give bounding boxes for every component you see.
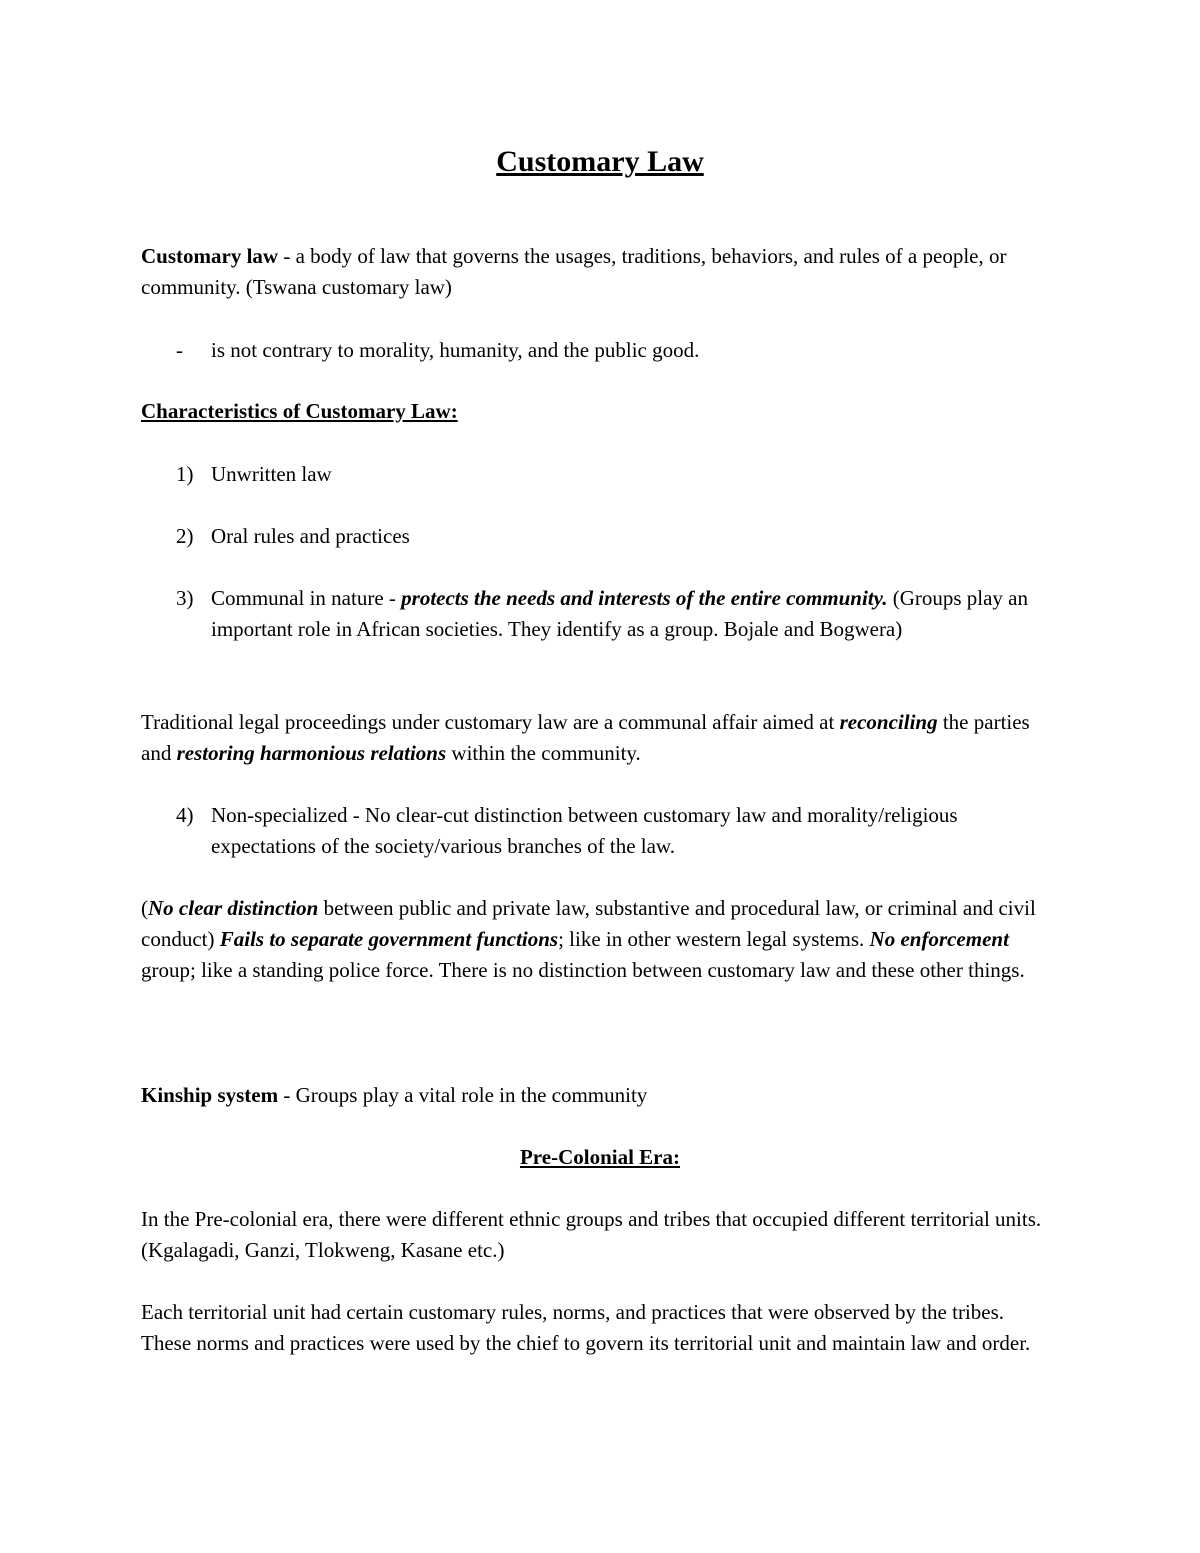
proceedings-paragraph: [141, 707, 1059, 769]
distinction-text: (: [141, 896, 148, 920]
list-item-number: 2): [176, 524, 194, 548]
precolonial-paragraph: In the Pre-colonial era, there were different ethnic groups and tribes that occupied different territorial units. (Kgalagadi, Ganzi, Tlokweng, Kasane etc.): [141, 1207, 1042, 1262]
list-item-number: 4): [176, 803, 194, 827]
list-item-text-before: Communal in nature -: [211, 586, 402, 610]
page-title: Customary Law: [496, 145, 704, 178]
distinction-emphasis: No clear distinction: [148, 896, 319, 920]
list-item-text: Oral rules and practices: [211, 524, 410, 548]
proceedings-text: Traditional legal proceedings under customary law are a communal affair aimed at: [141, 710, 840, 734]
list-item: [176, 583, 1059, 645]
proceedings-emphasis: reconciling: [839, 710, 938, 734]
list-item-text: [211, 583, 1059, 645]
list-item-text: Non-specialized - No clear-cut distinction between customary law and morality/religious expectations of the society/various branches of the law.: [211, 803, 958, 858]
precolonial-paragraph: Each territorial unit had certain customary rules, norms, and practices that were observed by the tribes. These norms and practices were used by the chief to govern its territorial unit and maintain law and order.: [141, 1300, 1031, 1355]
precolonial-heading: Pre-Colonial Era:: [519, 1145, 680, 1169]
distinction-emphasis: No enforcement: [869, 927, 1009, 951]
list-item-number: 3): [176, 586, 194, 610]
definition-text: - a body of law that governs the usages, traditions, behaviors, and rules of a people, or community. (Tswana customary law): [141, 244, 1007, 299]
kinship-term: Kinship system: [141, 1083, 279, 1107]
list-item-emphasis: protects the needs and interests of the entire community.: [401, 586, 888, 610]
distinction-text: ; like in other western legal systems.: [558, 927, 870, 951]
list-item-number: 1): [176, 462, 194, 486]
proceedings-text: within the community.: [446, 741, 641, 765]
distinction-text: between public and private law, substantive and procedural law, or criminal and civil conduct): [141, 896, 1036, 951]
kinship-paragraph: [141, 1080, 1059, 1111]
bullet-marker: -: [176, 338, 183, 362]
distinction-emphasis: Fails to separate government functions: [219, 927, 559, 951]
bullet-item: [176, 335, 1059, 366]
list-item-text: Unwritten law: [211, 462, 332, 486]
definition-paragraph: [141, 241, 1059, 303]
kinship-text: - Groups play a vital role in the community: [278, 1083, 648, 1107]
list-item: [176, 459, 1059, 490]
bullet-text: is not contrary to morality, humanity, and the public good.: [211, 338, 700, 362]
proceedings-emphasis: restoring harmonious relations: [176, 741, 447, 765]
distinction-text: group; like a standing police force. There is no distinction between customary law and these other things.: [141, 958, 1025, 982]
list-item: [176, 521, 1059, 552]
proceedings-text: the parties and: [141, 710, 1030, 765]
list-item-text-after: (Groups play an important role in African societies. They identify as a group. Bojale and Bogwera): [211, 586, 1029, 641]
definition-term: Customary law: [141, 244, 279, 268]
characteristics-heading: Characteristics of Customary Law:: [141, 399, 458, 423]
distinction-paragraph: [141, 893, 1059, 986]
list-item: [176, 800, 1059, 862]
